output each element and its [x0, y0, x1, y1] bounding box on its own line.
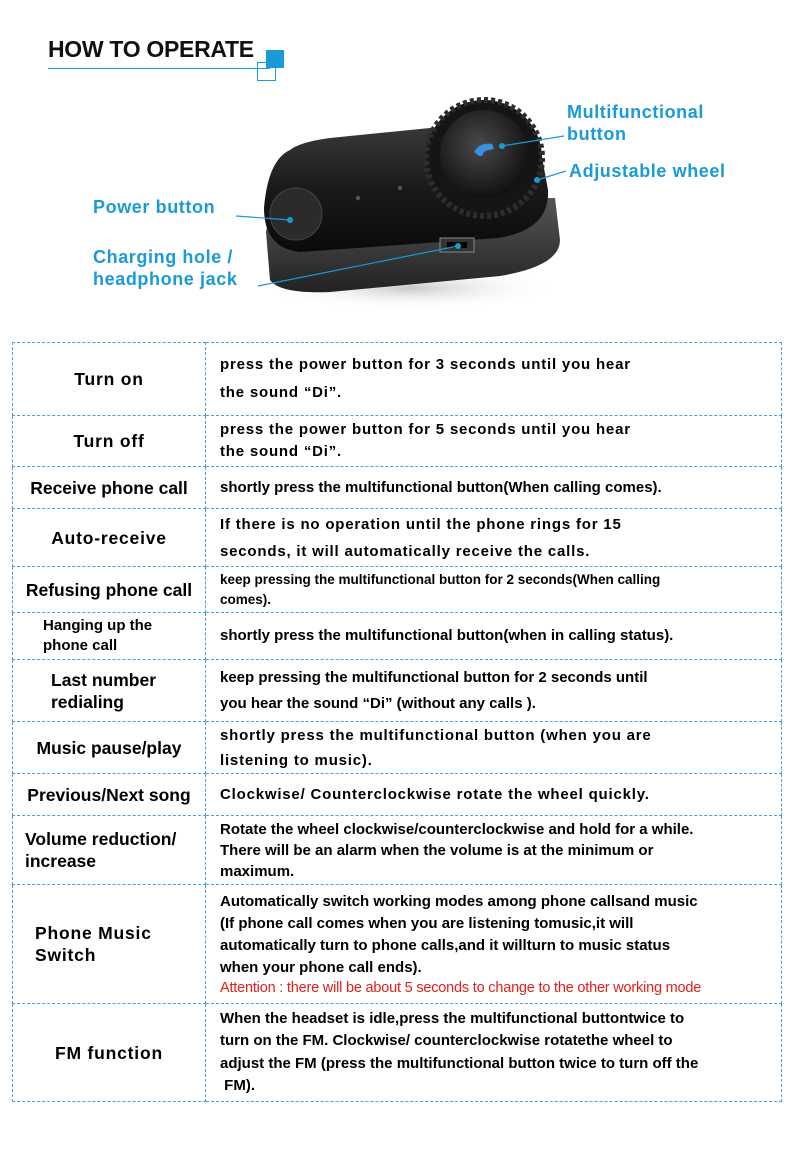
table-row: [13, 567, 782, 613]
row-label: Phone Music Switch: [13, 885, 206, 1004]
row-label: Music pause/play: [13, 722, 206, 774]
table-row: [13, 613, 782, 660]
row-label: Receive phone call: [13, 467, 206, 509]
row-label: Turn off: [13, 416, 206, 467]
row-label: Hanging up the phone call: [13, 613, 206, 660]
leader-dot: [534, 177, 540, 183]
row-label: Refusing phone call: [13, 567, 206, 613]
row-description: keep pressing the multifunctional button for 2 seconds(When calling comes).: [206, 567, 782, 613]
operations-table: [12, 342, 782, 1102]
label-adjustable-wheel: Adjustable wheel: [569, 161, 726, 181]
leader-dot: [499, 143, 505, 149]
table-row: [13, 660, 782, 722]
row-description: Clockwise/ Counterclockwise rotate the wheel quickly.: [206, 774, 782, 816]
label-charging-hole: [93, 246, 237, 290]
label-line: Multifunctional: [567, 102, 704, 122]
row-label: FM function: [13, 1004, 206, 1102]
led-indicator: [398, 186, 402, 190]
table-row: [13, 416, 782, 467]
row-description: Rotate the wheel clockwise/counterclockwise and hold for a while. There will be an alarm when the volume is at the minimum or maximum.: [206, 816, 782, 885]
led-indicator: [356, 196, 360, 200]
label-line: Charging hole /: [93, 247, 234, 267]
leader-dot: [287, 217, 293, 223]
table-row: [13, 816, 782, 885]
label-multifunctional-button: [567, 101, 704, 145]
row-label: Previous/Next song: [13, 774, 206, 816]
title-underline: [48, 68, 270, 69]
multifunctional-button-shape: [440, 110, 528, 198]
label-line: button: [567, 124, 627, 144]
table-row: [13, 343, 782, 416]
row-description: press the power button for 3 seconds until you hear the sound “Di”.: [206, 343, 782, 416]
row-label: Last number redialing: [13, 660, 206, 722]
attention-note: Attention : there will be about 5 seconds to change to the other working mode: [220, 980, 702, 996]
leader-dot: [455, 243, 461, 249]
table-row: [13, 1004, 782, 1102]
table-row: [13, 722, 782, 774]
page-title: HOW TO OPERATE: [48, 36, 254, 62]
row-description: When the headset is idle,press the multifunctional buttontwice to turn on the FM. Clockwise/ counterclockwise rotatethe wheel to adjust the FM (press the multifunctional button twice to turn off the FM).: [206, 1004, 782, 1102]
table-row: [13, 509, 782, 567]
table-row: [13, 467, 782, 509]
row-description: If there is no operation until the phone rings for 15 seconds, it will automatically receive the calls.: [206, 509, 782, 567]
row-label: Auto-receive: [13, 509, 206, 567]
row-label: Volume reduction/ increase: [13, 816, 206, 885]
row-description: keep pressing the multifunctional button for 2 seconds until you hear the sound “Di” (without any calls ).: [206, 660, 782, 722]
row-description: shortly press the multifunctional button(When calling comes).: [206, 467, 782, 509]
row-description: shortly press the multifunctional button (when you are listening to music).: [206, 722, 782, 774]
label-line: headphone jack: [93, 269, 238, 289]
title-decor-filled-square: [266, 50, 284, 68]
power-button-shape: [270, 188, 322, 240]
row-description: Automatically switch working modes among phone callsand music (If phone call comes when you are listening tomusic,it will automatically turn to phone calls,and it willturn to music status when your phone call ends). Attention : there will be about 5 seconds to change to the other working mode: [206, 885, 782, 1004]
table-row: [13, 774, 782, 816]
row-description: press the power button for 5 seconds until you hear the sound “Di”.: [206, 416, 782, 467]
row-description: shortly press the multifunctional button(when in calling status).: [206, 613, 782, 660]
table-row: [13, 885, 782, 1004]
row-label: Turn on: [13, 343, 206, 416]
label-power-button: Power button: [93, 197, 216, 217]
